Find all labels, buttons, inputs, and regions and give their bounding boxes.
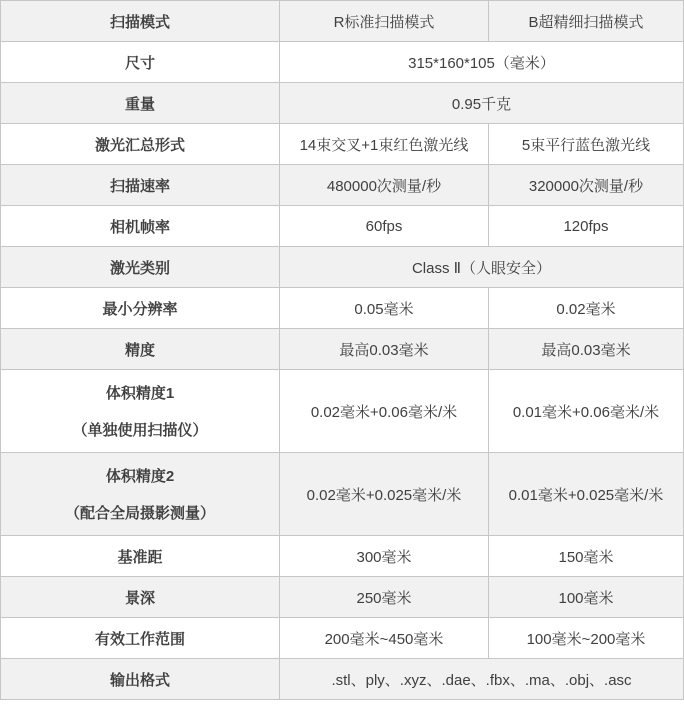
spec-value: 100毫米~200毫米 [489, 618, 684, 659]
spec-value: 最高0.03毫米 [489, 329, 684, 370]
spec-value: 300毫米 [280, 536, 489, 577]
spec-value: 150毫米 [489, 536, 684, 577]
spec-label [1, 453, 280, 536]
spec-label: 有效工作范围 [1, 618, 280, 659]
table-row [1, 206, 684, 247]
spec-label [1, 370, 280, 453]
spec-label: 相机帧率 [1, 206, 280, 247]
spec-label: 最小分辨率 [1, 288, 280, 329]
spec-value-merged: 0.95千克 [280, 83, 684, 124]
spec-label: 精度 [1, 329, 280, 370]
spec-value: 480000次测量/秒 [280, 165, 489, 206]
table-row [1, 453, 684, 536]
table-row [1, 165, 684, 206]
spec-label: 激光汇总形式 [1, 124, 280, 165]
table-row [1, 42, 684, 83]
spec-value: R标准扫描模式 [280, 1, 489, 42]
table-row [1, 618, 684, 659]
spec-value-merged: .stl、ply、.xyz、.dae、.fbx、.ma、.obj、.asc [280, 659, 684, 700]
spec-value: 320000次测量/秒 [489, 165, 684, 206]
spec-label: 基准距 [1, 536, 280, 577]
spec-label: 尺寸 [1, 42, 280, 83]
spec-value: 0.02毫米+0.06毫米/米 [280, 370, 489, 453]
table-row [1, 659, 684, 700]
spec-label: 扫描模式 [1, 1, 280, 42]
spec-value-merged: Class Ⅱ（人眼安全） [280, 247, 684, 288]
spec-value: B超精细扫描模式 [489, 1, 684, 42]
table-row [1, 329, 684, 370]
table-row [1, 288, 684, 329]
spec-label-sub: （配合全局摄影测量） [64, 505, 215, 522]
spec-value: 120fps [489, 206, 684, 247]
spec-value: 0.02毫米+0.025毫米/米 [280, 453, 489, 536]
spec-value: 0.01毫米+0.06毫米/米 [489, 370, 684, 453]
spec-value: 0.02毫米 [489, 288, 684, 329]
spec-label: 输出格式 [1, 659, 280, 700]
table-row [1, 83, 684, 124]
spec-value: 100毫米 [489, 577, 684, 618]
table-row [1, 370, 684, 453]
spec-value: 250毫米 [280, 577, 489, 618]
table-row [1, 247, 684, 288]
spec-label: 景深 [1, 577, 280, 618]
spec-value-merged: 315*160*105（毫米） [280, 42, 684, 83]
spec-label: 扫描速率 [1, 165, 280, 206]
spec-value: 0.01毫米+0.025毫米/米 [489, 453, 684, 536]
table-row [1, 577, 684, 618]
spec-label-main: 体积精度1 [105, 385, 175, 402]
spec-label-sub: （单独使用扫描仪） [72, 422, 208, 439]
spec-value: 5束平行蓝色激光线 [489, 124, 684, 165]
spec-value: 60fps [280, 206, 489, 247]
table-row [1, 124, 684, 165]
spec-value: 14束交叉+1束红色激光线 [280, 124, 489, 165]
spec-label: 重量 [1, 83, 280, 124]
spec-value: 200毫米~450毫米 [280, 618, 489, 659]
table-row [1, 536, 684, 577]
spec-value: 0.05毫米 [280, 288, 489, 329]
spec-label-main: 体积精度2 [105, 468, 175, 485]
spec-label: 激光类别 [1, 247, 280, 288]
spec-value: 最高0.03毫米 [280, 329, 489, 370]
table-row [1, 1, 684, 42]
